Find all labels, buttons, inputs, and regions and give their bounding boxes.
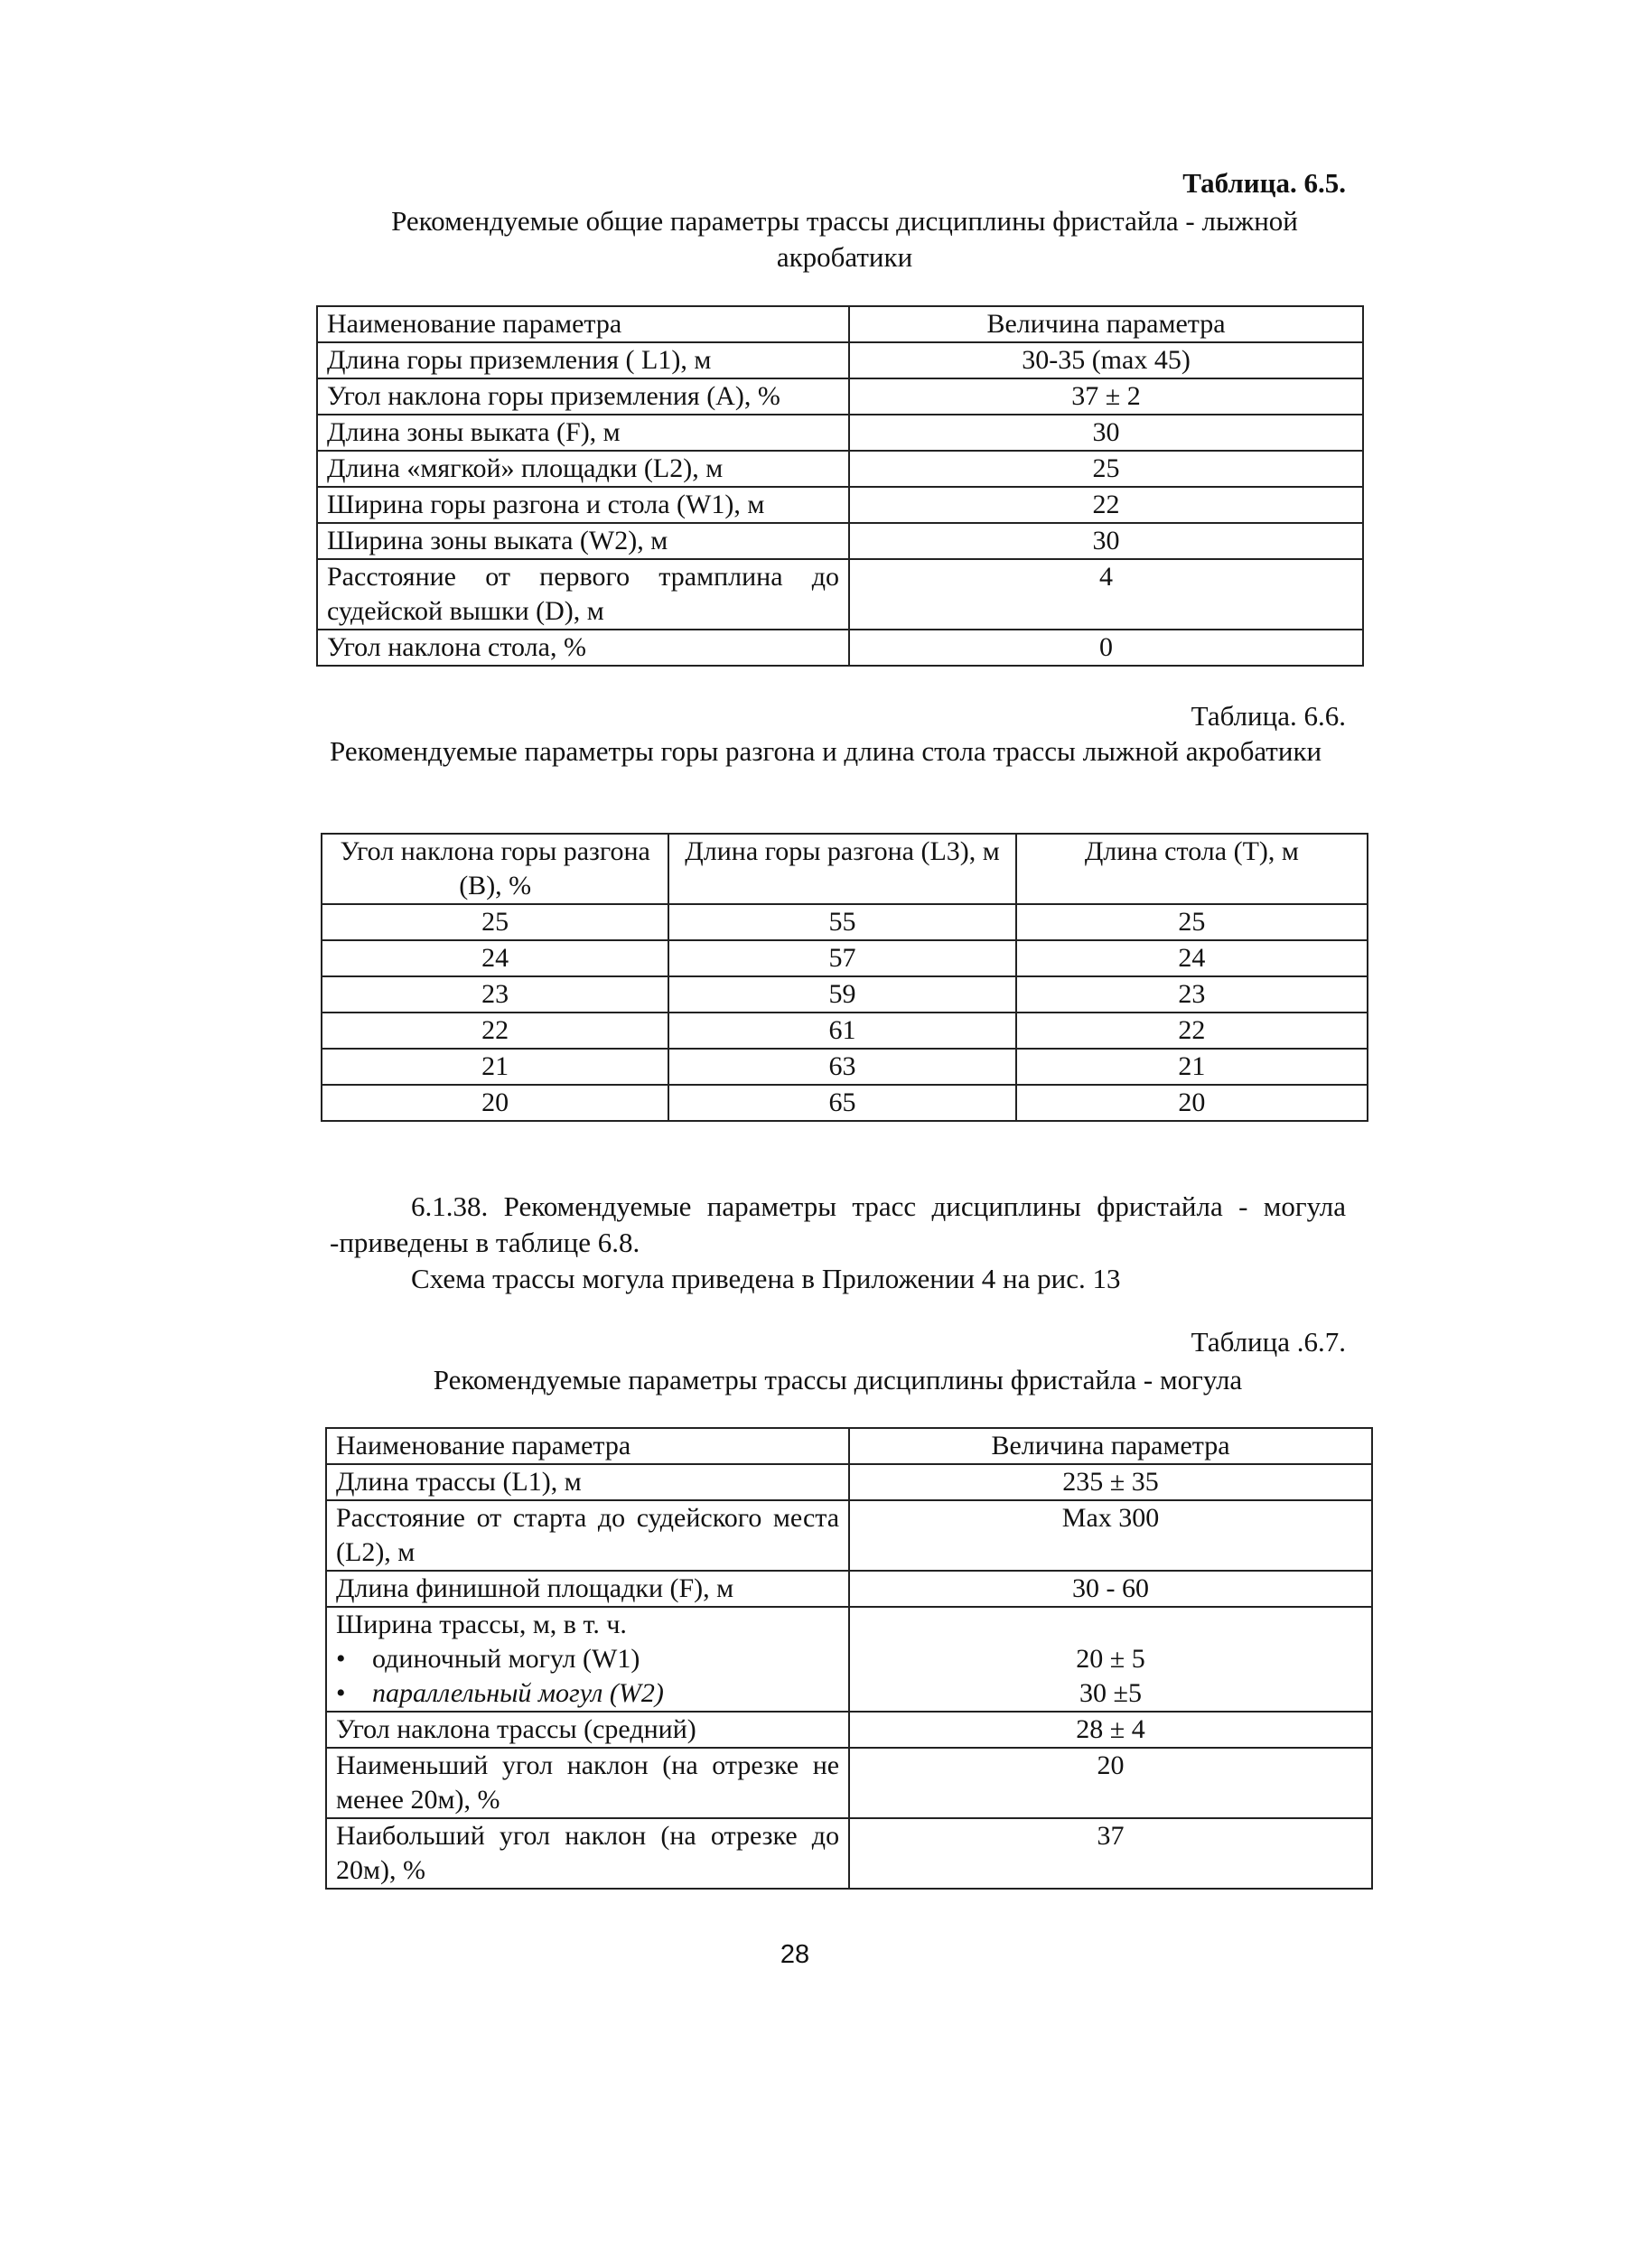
param-name: Длина «мягкой» площадки (L2), м	[317, 451, 849, 487]
param-value: 0	[849, 630, 1363, 666]
table-row	[322, 940, 1368, 976]
param-value: 30 - 60	[849, 1571, 1372, 1607]
header-cell: Угол наклона горы разгона (В), %	[322, 834, 668, 904]
length-cell: 63	[668, 1049, 1015, 1085]
table-row	[326, 1818, 1372, 1889]
header-cell: Величина параметра	[849, 1428, 1372, 1464]
list-item	[336, 1642, 839, 1676]
table-row	[317, 559, 1363, 630]
param-name: Угол наклона горы приземления (А), %	[317, 378, 849, 415]
length-cell: 59	[668, 976, 1015, 1013]
table-row	[317, 415, 1363, 451]
header-cell: Величина параметра	[849, 306, 1363, 342]
paragraph-6-1-38	[330, 1189, 1346, 1297]
angle-cell: 20	[322, 1085, 668, 1121]
table-row	[317, 342, 1363, 378]
table-row	[317, 487, 1363, 523]
param-name: Ширина горы разгона и стола (W1), м	[317, 487, 849, 523]
param-name: Угол наклона стола, %	[317, 630, 849, 666]
table-row	[317, 451, 1363, 487]
table-6-6	[321, 833, 1368, 1122]
table-header-row	[317, 306, 1363, 342]
table-length-cell: 23	[1016, 976, 1368, 1013]
param-value: 30-35 (max 45)	[849, 342, 1363, 378]
length-cell: 61	[668, 1013, 1015, 1049]
table-length-cell: 24	[1016, 940, 1368, 976]
table-row	[326, 1571, 1372, 1607]
param-value: 30 ±5	[1079, 1678, 1143, 1708]
track-width-cell	[326, 1607, 849, 1712]
param-value: 37	[849, 1818, 1372, 1889]
table-row	[322, 1013, 1368, 1049]
param-name: Длина финишной площадки (F), м	[326, 1571, 849, 1607]
header-cell: Длина горы разгона (L3), м	[668, 834, 1015, 904]
param-value: 235 ± 35	[849, 1464, 1372, 1500]
table-6-6-title: Рекомендуемые параметры горы разгона и длина стола трассы лыжной акробатики	[330, 735, 1322, 767]
param-name: Длина горы приземления ( L1), м	[317, 342, 849, 378]
header-cell: Длина стола (Т), м	[1016, 834, 1368, 904]
param-name: Наибольший угол наклон (на отрезке до 20м), %	[326, 1818, 849, 1889]
param-value: Max 300	[849, 1500, 1372, 1571]
table-6-5-title	[325, 203, 1364, 275]
table-row	[322, 1085, 1368, 1121]
table-length-cell: 20	[1016, 1085, 1368, 1121]
param-value: 20	[849, 1748, 1372, 1818]
page-number: 28	[780, 1940, 810, 1969]
table-length-cell: 22	[1016, 1013, 1368, 1049]
table-6-7-title: Рекомендуемые параметры трассы дисциплины фристайла - могула	[433, 1364, 1243, 1395]
table-row	[322, 1049, 1368, 1085]
paragraph-text: 6.1.38. Рекомендуемые параметры трасс дисциплины фристайла - могула -приведены в таблице 6.8.	[330, 1190, 1346, 1258]
table-6-5	[316, 305, 1364, 667]
angle-cell: 23	[322, 976, 668, 1013]
bullet-icon: •	[336, 1644, 346, 1674]
table-row	[317, 523, 1363, 559]
list-item	[336, 1676, 839, 1711]
table-row	[326, 1500, 1372, 1571]
param-name: Ширина зоны выката (W2), м	[317, 523, 849, 559]
param-name: Длина зоны выката (F), м	[317, 415, 849, 451]
bullet-text: параллельный могул (W2)	[372, 1678, 664, 1708]
param-value: 4	[849, 559, 1363, 630]
table-6-5-label: Таблица. 6.5.	[1182, 167, 1346, 199]
angle-cell: 25	[322, 904, 668, 940]
table-6-6-label: Таблица. 6.6.	[1191, 700, 1346, 732]
paragraph-scheme-text: Схема трассы могула приведена в Приложении 4 на рис. 13	[411, 1263, 1121, 1294]
length-cell: 65	[668, 1085, 1015, 1121]
bullet-text: одиночный могул (W1)	[372, 1644, 640, 1674]
param-value: 28 ± 4	[849, 1712, 1372, 1748]
table-6-5-title-line2: акробатики	[776, 241, 913, 273]
track-width-label: Ширина трассы, м, в т. ч.	[336, 1610, 627, 1639]
header-cell: Наименование параметра	[326, 1428, 849, 1464]
table-6-7-label: Таблица .6.7.	[1191, 1326, 1346, 1358]
table-header-row	[326, 1428, 1372, 1464]
param-name: Расстояние от первого трамплина до судейской вышки (D), м	[317, 559, 849, 630]
angle-cell: 21	[322, 1049, 668, 1085]
param-name: Угол наклона трассы (средний)	[326, 1712, 849, 1748]
angle-cell: 24	[322, 940, 668, 976]
table-row	[322, 976, 1368, 1013]
spacer	[859, 1608, 1362, 1642]
table-row	[317, 630, 1363, 666]
table-length-cell: 25	[1016, 904, 1368, 940]
table-row	[326, 1748, 1372, 1818]
param-value: 20 ± 5	[1076, 1644, 1145, 1674]
table-row	[322, 904, 1368, 940]
length-cell: 55	[668, 904, 1015, 940]
param-name: Наименьший угол наклон (на отрезке не менее 20м), %	[326, 1748, 849, 1818]
param-value: 25	[849, 451, 1363, 487]
table-6-5-title-line1: Рекомендуемые общие параметры трассы дисциплины фристайла - лыжной	[391, 205, 1298, 237]
table-header-row	[322, 834, 1368, 904]
table-row	[317, 378, 1363, 415]
track-width-values	[849, 1607, 1372, 1712]
param-value: 22	[849, 487, 1363, 523]
table-length-cell: 21	[1016, 1049, 1368, 1085]
table-6-7	[325, 1427, 1373, 1890]
param-value: 30	[849, 523, 1363, 559]
angle-cell: 22	[322, 1013, 668, 1049]
param-name: Расстояние от старта до судейского места (L2), м	[326, 1500, 849, 1571]
table-row	[326, 1712, 1372, 1748]
param-value: 30	[849, 415, 1363, 451]
param-value: 37 ± 2	[849, 378, 1363, 415]
bullet-icon: •	[336, 1678, 346, 1708]
table-row	[326, 1464, 1372, 1500]
length-cell: 57	[668, 940, 1015, 976]
table-row	[326, 1607, 1372, 1712]
header-cell: Наименование параметра	[317, 306, 849, 342]
param-name: Длина трассы (L1), м	[326, 1464, 849, 1500]
